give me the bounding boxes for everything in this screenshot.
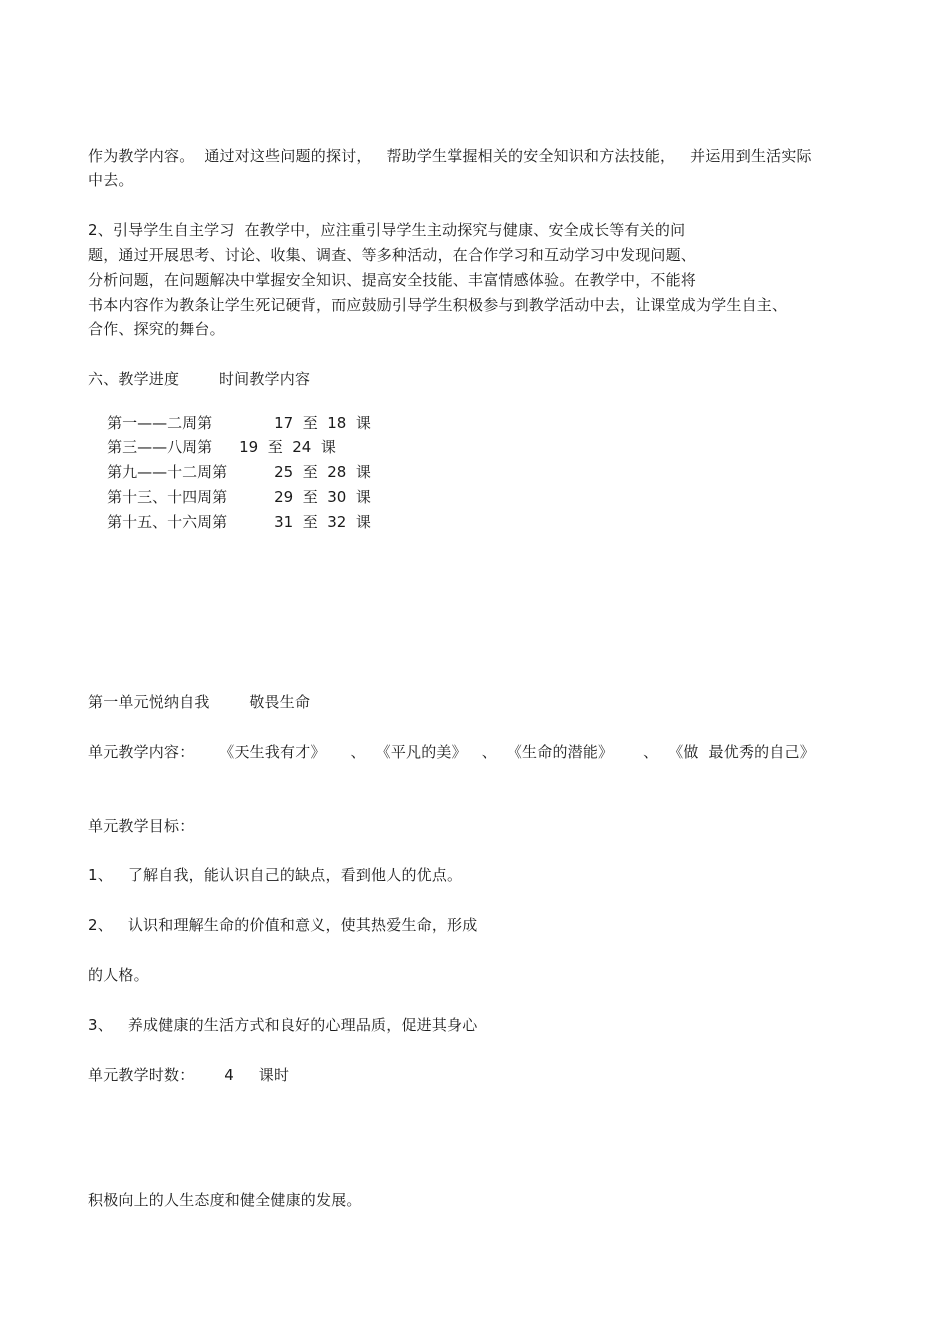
unit-goal-2-continued: 的人格。 <box>88 966 149 984</box>
unit-content: 单元教学内容： 《天生我有才》 、 《平凡的美》 、 《生命的潜能》 、 《做 最优秀的自己》 <box>88 743 815 761</box>
unit-goal-label: 单元教学目标： <box>88 817 195 835</box>
unit-goal-2: 2、 认识和理解生命的价值和意义，使其热爱生命，形成 <box>88 916 478 934</box>
unit-hours: 单元教学时数： 4 课时 <box>88 1066 290 1084</box>
schedule-weeks: 第三——八周第 <box>107 438 213 456</box>
paragraph-1-line-2: 中去。 <box>88 171 134 189</box>
trailing-text: 积极向上的人生态度和健全健康的发展。 <box>88 1191 362 1209</box>
unit-goal-1: 1、 了解自我，能认识自己的缺点，看到他人的优点。 <box>88 866 463 884</box>
paragraph-2-line-5: 合作、探究的舞台。 <box>88 320 225 338</box>
unit-title: 第一单元悦纳自我 敬畏生命 <box>88 693 311 711</box>
schedule-weeks: 第十五、十六周第 <box>107 513 228 531</box>
paragraph-2-line-3: 分析问题，在问题解决中掌握安全知识、提高安全技能、丰富情感体验。在教学中，不能将 <box>88 271 697 289</box>
paragraph-1-line-1: 作为教学内容。 通过对这些问题的探讨， 帮助学生掌握相关的安全知识和方法技能， 并运用到生活实际 <box>88 147 812 165</box>
schedule-lessons: 29 至 30 课 <box>274 488 371 506</box>
schedule-lessons: 19 至 24 课 <box>239 438 336 456</box>
paragraph-2-line-1: 2、引导学生自主学习 在教学中，应注重引导学生主动探究与健康、安全成长等有关的问 <box>88 221 686 239</box>
schedule-weeks: 第一——二周第 <box>107 414 213 432</box>
paragraph-2-line-2: 题，通过开展思考、讨论、收集、调查、等多种活动，在合作学习和互动学习中发现问题、 <box>88 246 697 264</box>
schedule-heading: 六、教学进度 时间教学内容 <box>88 370 311 388</box>
schedule-weeks: 第九——十二周第 <box>107 463 228 481</box>
schedule-lessons: 17 至 18 课 <box>274 414 371 432</box>
schedule-row <box>88 492 371 552</box>
paragraph-2-line-4: 书本内容作为教条让学生死记硬背，而应鼓励引导学生积极参与到教学活动中去，让课堂成为学生自主、 <box>88 296 788 314</box>
schedule-lessons: 25 至 28 课 <box>274 463 371 481</box>
unit-goal-3: 3、 养成健康的生活方式和良好的心理品质，促进其身心 <box>88 1016 478 1034</box>
schedule-lessons: 31 至 32 课 <box>274 513 371 531</box>
schedule-weeks: 第十三、十四周第 <box>107 488 228 506</box>
